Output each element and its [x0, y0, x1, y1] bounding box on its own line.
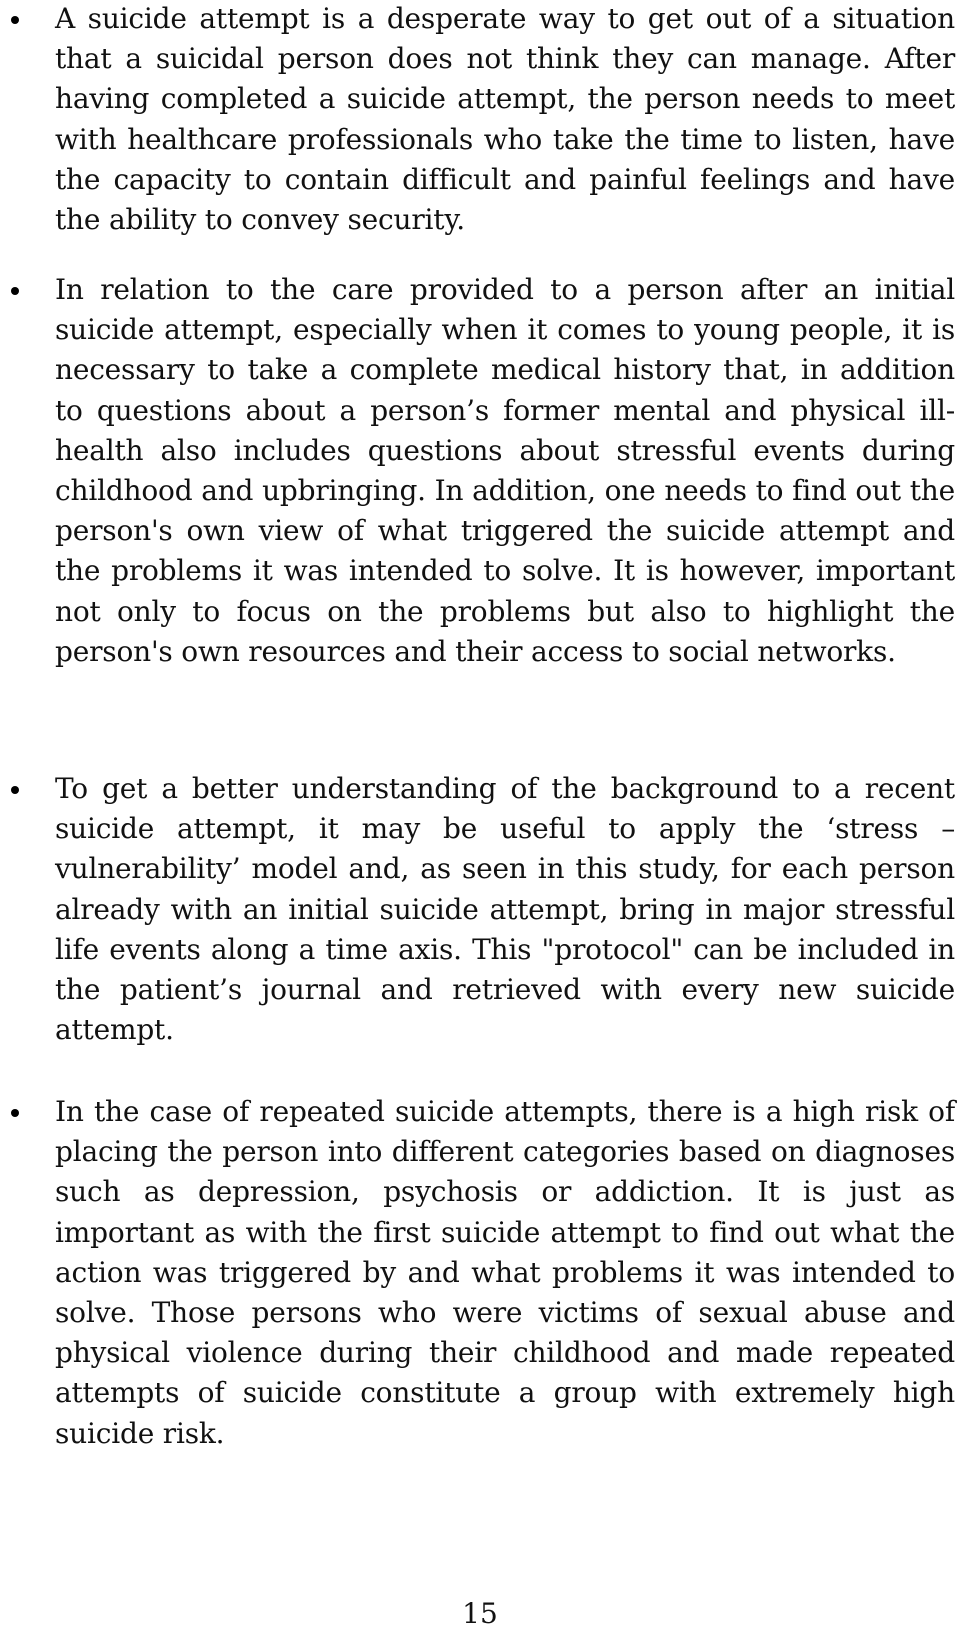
bullet-icon	[11, 16, 19, 24]
bullet-icon	[11, 287, 19, 295]
paragraph-text: A suicide attempt is a desperate way to get out of a situation that a suicidal person does not think they can manage. After having completed a suicide attempt, the person needs to meet with healthcare professionals who take the time to listen, have the capacity to contain difficult and painful feelings and have the ability to convey security.	[55, 2, 955, 237]
paragraph-text: To get a better understanding of the background to a recent suicide attempt, it may be useful to apply the ‘stress – vulnerability’ model and, as seen in this study, for each person already with an initial suicide attempt, bring in major stressful life events along a time axis. This "protocol" can be included in the patient’s journal and retrieved with every new suicide attempt.	[55, 772, 955, 1047]
paragraph-text: In relation to the care provided to a person after an initial suicide attempt, especially when it comes to young people, it is necessary to take a complete medical history that, in addition to questions about a person’s former mental and physical ill-health also includes questions about stressful events during childhood and upbringing. In addition, one needs to find out the person's own view of what triggered the suicide attempt and the problems it was intended to solve. It is however, important not only to focus on the problems but also to highlight the person's own resources and their access to social networks.	[55, 273, 955, 668]
bullet-icon	[11, 1109, 19, 1117]
paragraph-text: In the case of repeated suicide attempts, there is a high risk of placing the person into different categories based on diagnoses such as depression, psychosis or addiction. It is just as important as with the first suicide attempt to find out what the action was triggered by and what problems it was intended to solve. Those persons who were victims of sexual abuse and physical violence during their childhood and made repeated attempts of suicide constitute a group with extremely high suicide risk.	[55, 1095, 955, 1450]
bullet-icon	[11, 786, 19, 794]
page-number: 15	[462, 1597, 498, 1630]
